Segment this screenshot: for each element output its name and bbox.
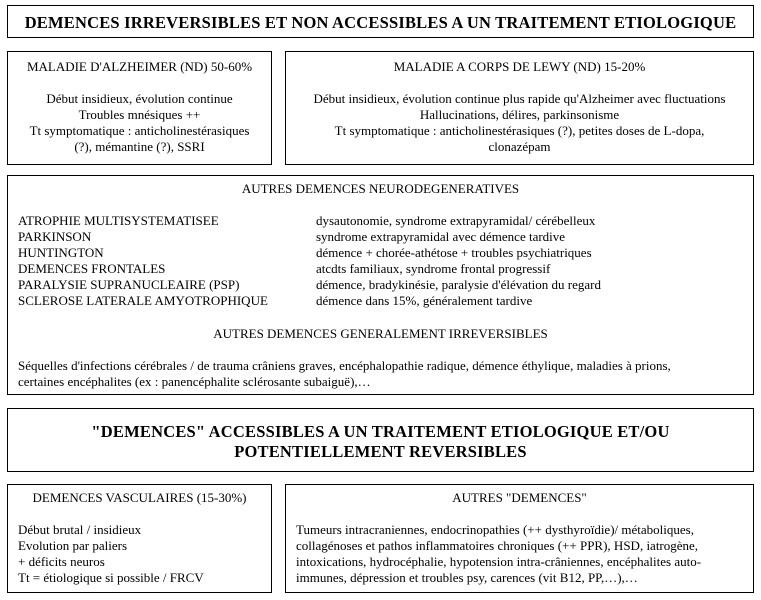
vascular-line: Tt = étiologique si possible / FRCV [18, 570, 204, 585]
lewy-box [285, 51, 754, 165]
vascular-line: Début brutal / insidieux [18, 522, 142, 537]
alzheimer-header: MALADIE D'ALZHEIMER (ND) 50-60% [26, 59, 253, 74]
lewy-line: Début insidieux, évolution continue plus rapide qu'Alzheimer avec fluctuations [313, 91, 726, 106]
disease-desc: atcdts familiaux, syndrome frontal progressif [316, 261, 551, 276]
disease-desc: démence dans 15%, généralement tardive [316, 293, 533, 308]
disease-name: SCLEROSE LATERALE AMYOTROPHIQUE [18, 293, 268, 308]
irreversible-line: certaines encéphalites (ex : panencéphalite sclérosante subaiguë),… [18, 374, 371, 389]
lewy-line: Tt symptomatique : anticholinestérasiques (?), petites doses de L-dopa, [334, 123, 705, 138]
other-dementias-line: collagénoses et pathos inflammatoires chroniques (++ PPR), HSD, iatrogène, [296, 538, 699, 553]
other-dementias-line: immunes, dépression et troubles psy, carences (vit B12, PP,…),… [296, 570, 638, 585]
lewy-header: MALADIE A CORPS DE LEWY (ND) 15-20% [393, 59, 646, 74]
disease-desc: démence, bradykinésie, paralysie d'élévation du regard [316, 277, 601, 292]
title-box-reversible [7, 408, 754, 472]
vascular-header: DEMENCES VASCULAIRES (15-30%) [32, 490, 247, 505]
alzheimer-box [7, 51, 272, 165]
disease-name: PARKINSON [18, 229, 92, 244]
irreversible-sub-header: AUTRES DEMENCES GENERALEMENT IRREVERSIBLES [213, 326, 548, 341]
vascular-line: Evolution par paliers [18, 538, 128, 553]
disease-name: HUNTINGTON [18, 245, 104, 260]
disease-desc: démence + chorée-athétose + troubles psychiatriques [316, 245, 592, 260]
alzheimer-line: (?), mémantine (?), SSRI [74, 139, 205, 154]
title-reversible-line2: POTENTIELLEMENT REVERSIBLES [234, 442, 527, 461]
other-dementias-line: Tumeurs intracraniennes, endocrinopathies (++ dysthyroïdie)/ métaboliques, [296, 522, 694, 537]
disease-desc: dysautonomie, syndrome extrapyramidal/ cérébelleux [316, 213, 596, 228]
other-dementias-box [285, 484, 754, 593]
disease-name: DEMENCES FRONTALES [18, 261, 166, 276]
disease-desc: syndrome extrapyramidal avec démence tardive [316, 229, 566, 244]
lewy-line: clonazépam [488, 139, 551, 154]
alzheimer-line: Tt symptomatique : anticholinestérasiques [29, 123, 250, 138]
disease-name: ATROPHIE MULTISYSTEMATISEE [18, 213, 219, 228]
lewy-line: Hallucinations, délires, parkinsonisme [419, 107, 620, 122]
irreversible-line: Séquelles d'infections cérébrales / de trauma crâniens graves, encéphalopathie radique, démence éthylique, maladies à prions, [18, 358, 671, 373]
vascular-box [7, 484, 272, 593]
title-irreversible: DEMENCES IRREVERSIBLES ET NON ACCESSIBLES A UN TRAITEMENT ETIOLOGIQUE [24, 13, 737, 32]
disease-name: PARALYSIE SUPRANUCLEAIRE (PSP) [18, 277, 240, 292]
other-dementias-header: AUTRES "DEMENCES" [452, 490, 587, 505]
title-reversible-line1: "DEMENCES" ACCESSIBLES A UN TRAITEMENT ETIOLOGIQUE ET/OU [91, 422, 670, 441]
alzheimer-line: Début insidieux, évolution continue [46, 91, 233, 106]
alzheimer-line: Troubles mnésiques ++ [78, 107, 201, 122]
vascular-line: + déficits neuros [18, 554, 105, 569]
neurodegen-box [7, 175, 754, 395]
title-box-irreversible [7, 5, 754, 38]
other-dementias-line: intoxications, hydrocéphalie, hypotension intra-crâniennes, encéphalites auto- [296, 554, 702, 569]
neurodegen-header: AUTRES DEMENCES NEURODEGENERATIVES [241, 181, 520, 196]
